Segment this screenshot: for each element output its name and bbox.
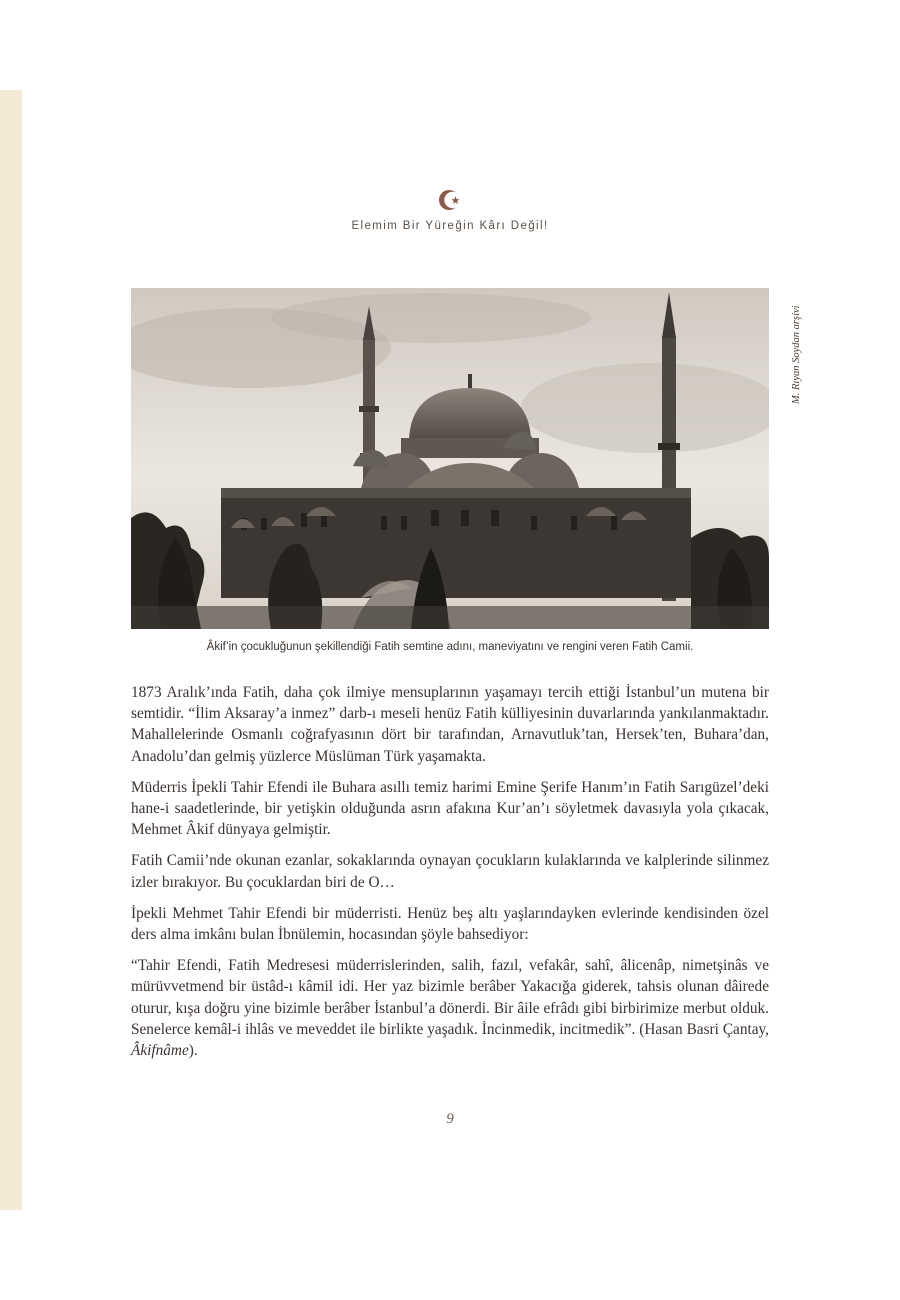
citation-title: Âkifnâme — [131, 1042, 189, 1060]
paragraph: Fatih Camii’nde okunan ezanlar, sokaklarında oynayan çocukların kulaklarında ve kalplerinde silinmez izler bırakıyor. Bu çocuklardan biri de O… — [131, 852, 769, 891]
paragraph: Müderris İpekli Tahir Efendi ile Buhara asıllı temiz harimi Emine Şerife Hanım’ın Fatih Sarıgüzel’deki hane-i saadetlerinde, bir yetişkin olduğunda asrın afakına Kur’an’ı söyletmek davasıyla yola çıkacak, Mehmet Âkif dünyaya gelmiştir. — [131, 778, 769, 839]
paragraph: İpekli Mehmet Tahir Efendi bir müderristi. Henüz beş altı yaşlarındayken evlerinde kendisinden özel ders alma imkânı bulan İbnülemin, hocasından şöyle bahsediyor: — [131, 904, 769, 944]
citation-suffix: ). — [188, 1042, 198, 1060]
figure-caption: Âkif’in çocukluğunun şekillendiği Fatih semtine adını, maneviyatını ve rengini veren Fatih Camii. — [206, 641, 694, 653]
block-quote — [131, 955, 769, 1061]
photo-credit: M. Rıyan Soydan arşivi — [791, 305, 802, 404]
citation-prefix: (Hasan Basri Çantay, — [639, 1020, 770, 1038]
crescent-star-icon — [436, 186, 464, 214]
mosque-photograph — [131, 288, 769, 629]
running-title: Elemim Bir Yüreğin Kârı Değil! — [351, 220, 549, 232]
main-text — [131, 682, 769, 1071]
book-spine-edge — [0, 90, 22, 1210]
page-number: 9 — [446, 1111, 454, 1127]
paragraph: 1873 Aralık’ında Fatih, daha çok ilmiye mensuplarının yaşamayı tercih ettiği İstanbul’un mutena bir semtidir. “İlim Aksaray’a inmez” darb-ı meseli henüz Fatih külliyesinin duvarlarında yankılanmaktadır. Mahallelerinde Osmanlı coğrafyasının dört bir tarafından, Arnavutluk’tan, Hersek’ten, Buhara’dan, Anadolu’dan gelmiş yüzlerce Müslüman Türk yaşamakta. — [131, 684, 769, 765]
quote-text: “Tahir Efendi, Fatih Medresesi müderrislerinden, salih, fazıl, vefakâr, sahî, âlicenâp, nimetşinâs ve mürüvvetmend bir üstâd-ı kâmil idi. Her yaz bizimle berâber Yakacığa giderek, tahsis olunan dâirede oturur, kışa doğru yine bizimle berâber İstanbul’a dönerdi. Bir âile efrâdı gibi birbirimize merbut olduk. Senelerce kemâl-i ihlâs ve meveddet ile birlikte yaşadık. İncinmedik, incitmedik”. — [131, 957, 769, 1038]
